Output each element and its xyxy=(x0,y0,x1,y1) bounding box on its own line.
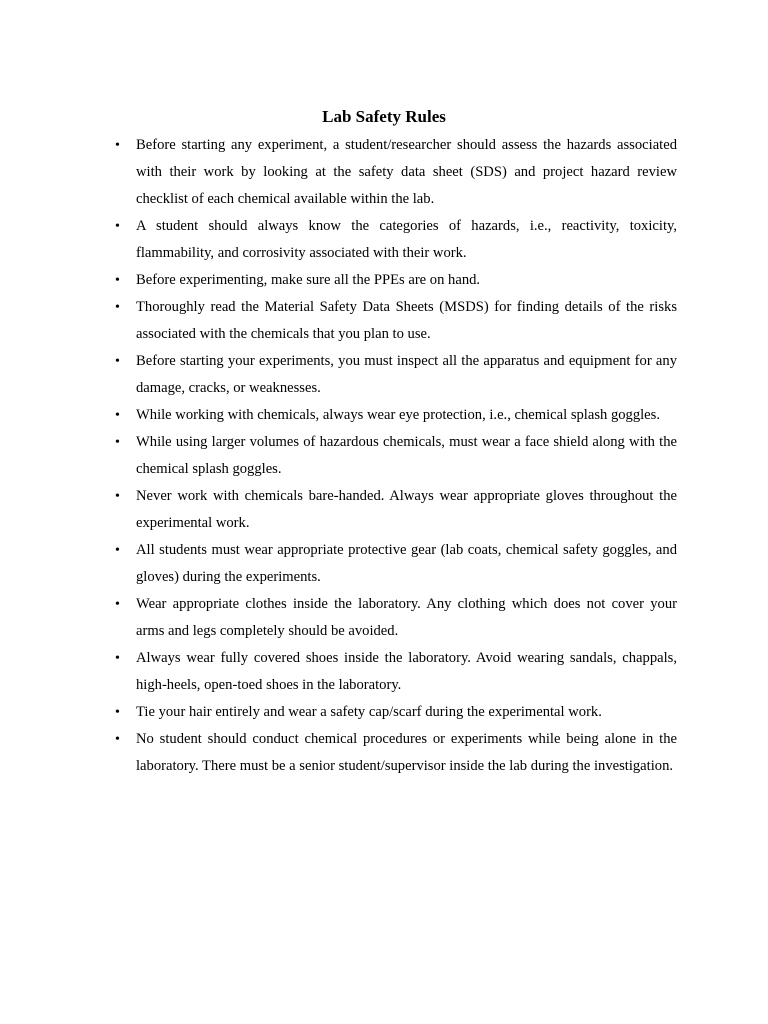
list-item xyxy=(115,483,677,537)
rule-text: Before starting your experiments, you must inspect all the apparatus and equipment for any damage, cracks, or weaknesses. xyxy=(136,353,677,396)
bullet-icon: • xyxy=(115,651,120,666)
list-item xyxy=(115,132,677,213)
rule-text: Thoroughly read the Material Safety Data Sheets (MSDS) for finding details of the risks associated with the chemicals that you plan to use. xyxy=(136,299,677,342)
rules-list xyxy=(115,132,677,780)
rule-text: All students must wear appropriate protective gear (lab coats, chemical safety goggles, and gloves) during the experiments. xyxy=(136,542,677,585)
list-item xyxy=(115,537,677,591)
list-item xyxy=(115,267,677,294)
bullet-icon: • xyxy=(115,705,120,720)
rule-text: While using larger volumes of hazardous chemicals, must wear a face shield along with the chemical splash goggles. xyxy=(136,434,677,477)
list-item xyxy=(115,726,677,780)
list-item xyxy=(115,294,677,348)
bullet-icon: • xyxy=(115,489,120,504)
bullet-icon: • xyxy=(115,435,120,450)
bullet-icon: • xyxy=(115,300,120,315)
rule-text: Always wear fully covered shoes inside the laboratory. Avoid wearing sandals, chappals, high-heels, open-toed shoes in the laboratory. xyxy=(136,650,677,693)
rule-text: Tie your hair entirely and wear a safety cap/scarf during the experimental work. xyxy=(136,704,602,720)
rule-text: Never work with chemicals bare-handed. Always wear appropriate gloves throughout the experimental work. xyxy=(136,488,677,531)
rule-text: Wear appropriate clothes inside the laboratory. Any clothing which does not cover your arms and legs completely should be avoided. xyxy=(136,596,677,639)
list-item xyxy=(115,213,677,267)
list-item xyxy=(115,645,677,699)
page-title: Lab Safety Rules xyxy=(322,107,446,126)
rule-text: Before starting any experiment, a student/researcher should assess the hazards associated with their work by looking at the safety data sheet (SDS) and project hazard review checklist of each chemical available within the lab. xyxy=(136,137,677,207)
bullet-icon: • xyxy=(115,354,120,369)
list-item xyxy=(115,699,677,726)
bullet-icon: • xyxy=(115,138,120,153)
bullet-icon: • xyxy=(115,408,120,423)
bullet-icon: • xyxy=(115,597,120,612)
rule-text: A student should always know the categories of hazards, i.e., reactivity, toxicity, flammability, and corrosivity associated with their work. xyxy=(136,218,677,261)
list-item xyxy=(115,402,677,429)
bullet-icon: • xyxy=(115,732,120,747)
list-item xyxy=(115,429,677,483)
list-item xyxy=(115,348,677,402)
rule-text: Before experimenting, make sure all the PPEs are on hand. xyxy=(136,272,481,288)
list-item xyxy=(115,591,677,645)
rule-text: No student should conduct chemical procedures or experiments while being alone in the laboratory. There must be a senior student/supervisor inside the lab during the investigation. xyxy=(136,731,677,774)
bullet-icon: • xyxy=(115,219,120,234)
bullet-icon: • xyxy=(115,543,120,558)
bullet-icon: • xyxy=(115,273,120,288)
rule-text: While working with chemicals, always wear eye protection, i.e., chemical splash goggles. xyxy=(136,407,660,423)
